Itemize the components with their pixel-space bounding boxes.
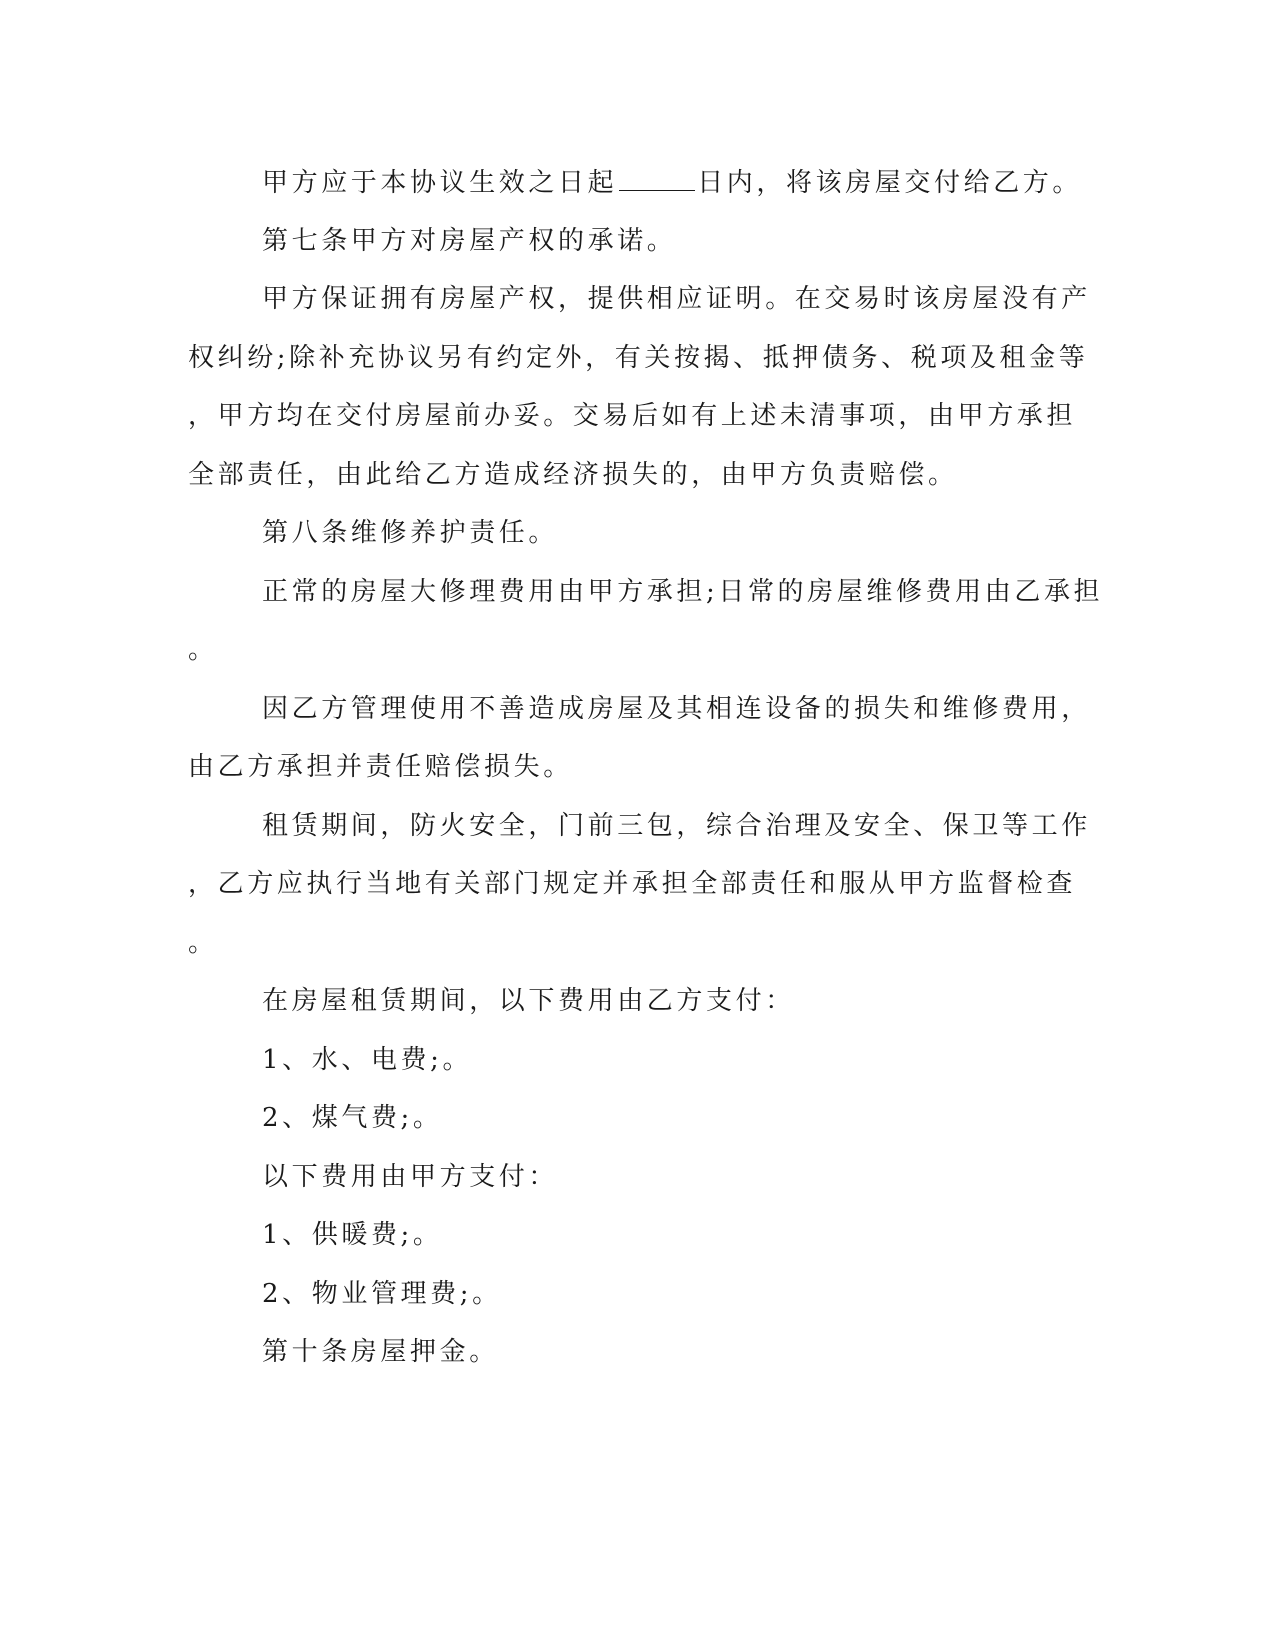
paragraph-line-11: 由乙方承担并责任赔偿损失。 <box>188 752 573 782</box>
paragraph-line-15: 在房屋租赁期间，以下费用由乙方支付： <box>262 986 795 1016</box>
paragraph-line-4: 权纠纷;除补充协议另有约定外，有关按揭、抵押债务、税项及租金等 <box>188 343 1089 373</box>
paragraph-line-8: 正常的房屋大修理费用由甲方承担;日常的房屋维修费用由乙承担 <box>262 577 1104 607</box>
paragraph-line-10: 因乙方管理使用不善造成房屋及其相连设备的损失和维修费用， <box>262 694 1091 724</box>
paragraph-line-18: 以下费用由甲方支付： <box>262 1162 559 1192</box>
list-item-gas: 2、煤气费;。 <box>262 1103 443 1133</box>
clause-8-heading: 第八条维修养护责任。 <box>262 518 559 548</box>
paragraph-line-1 <box>262 163 1162 203</box>
paragraph-line-14: 。 <box>188 928 218 958</box>
line-1-text-after: 日内，将该房屋交付给乙方。 <box>697 168 1083 198</box>
paragraph-line-9: 。 <box>188 635 218 665</box>
list-item-property-management: 2、物业管理费;。 <box>262 1279 502 1309</box>
paragraph-line-6: 全部责任，由此给乙方造成经济损失的，由甲方负责赔偿。 <box>188 460 958 490</box>
list-item-heating: 1、供暖费;。 <box>262 1220 443 1250</box>
clause-10-heading: 第十条房屋押金。 <box>262 1337 499 1367</box>
clause-7-heading: 第七条甲方对房屋产权的承诺。 <box>262 226 677 256</box>
paragraph-line-12: 租赁期间，防火安全，门前三包，综合治理及安全、保卫等工作 <box>262 811 1091 841</box>
paragraph-line-13: ，乙方应执行当地有关部门规定并承担全部责任和服从甲方监督检查 <box>188 869 1077 899</box>
paragraph-line-3: 甲方保证拥有房屋产权，提供相应证明。在交易时该房屋没有产 <box>262 284 1091 314</box>
paragraph-line-5: ，甲方均在交付房屋前办妥。交易后如有上述未清事项，由甲方承担 <box>188 401 1077 431</box>
line-1-text-before: 甲方应于本协议生效之日起 <box>262 168 618 198</box>
fill-in-blank <box>619 166 695 191</box>
list-item-water-electricity: 1、水、电费;。 <box>262 1045 473 1075</box>
